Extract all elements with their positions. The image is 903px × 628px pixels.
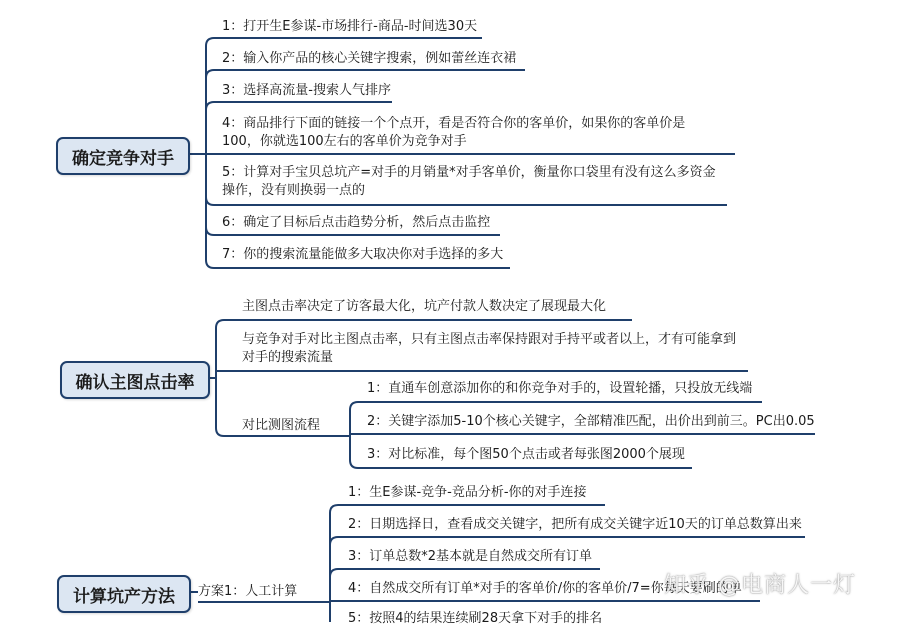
- sec2-connector-2: [206, 371, 748, 378]
- leaf-2-s1: 1：直通车创意添加你的和你竞争对手的，设置轮播，只投放无线端: [367, 381, 753, 396]
- sub-compare-test-flow: 对比测图流程: [242, 418, 321, 433]
- leaf-1-5: 5：计算对手宝贝总坑产=对手的月销量*对手客单价，衡量你口袋里有没有这么多资金操作，没有则换弱一点的: [222, 165, 716, 198]
- leaf-2-2: 与竞争对手对比主图点击率，只有主图点击率保持跟对手持平或者以上，才有可能拿到对手的搜索流量: [242, 332, 737, 365]
- leaf-1-7: 7：你的搜索流量能做多大取决你对手选择的多大: [222, 247, 504, 262]
- leaf-3-3: 3：订单总数*2基本就是自然成交所有订单: [348, 549, 593, 564]
- leaf-2-s2: 2：关键字添加5-10个核心关键字，全部精准匹配，出价出到前三。PC出0.05: [367, 414, 815, 429]
- sec2-sub-connector-2: [332, 434, 815, 436]
- leaf-1-2: 2：输入你产品的核心关键字搜索，例如蕾丝连衣裙: [222, 51, 517, 66]
- sec3-sub-connector-4: [312, 601, 760, 602]
- node-main-image-ctr: 确认主图点击率: [60, 361, 210, 399]
- node-identify-competitor: 确定竞争对手: [56, 137, 190, 175]
- leaf-3-1: 1：生E参谋-竞争-竞品分析-你的对手连接: [348, 485, 587, 500]
- leaf-1-1: 1：打开生E参谋-市场排行-商品-时间选30天: [222, 19, 478, 34]
- leaf-1-3: 3：选择高流量-搜索人气排序: [222, 83, 391, 98]
- leaf-2-s3: 3：对比标准，每个图50个点击或者每张图2000个展现: [367, 447, 685, 462]
- leaf-3-2: 2：日期选择日，查看成交关键字，把所有成交关键字近10天的订单总数算出来: [348, 517, 802, 532]
- watermark-text: 知乎 @电商人一灯: [664, 573, 856, 598]
- leaf-1-4: 4：商品排行下面的链接一个个点开，看是否符合你的客单价，如果你的客单价是100，你就选100左右的客单价为竞争对手: [222, 116, 686, 149]
- node-calc-output: 计算坑产方法: [57, 575, 191, 613]
- leaf-1-6: 6：确定了目标后点击趋势分析，然后点击监控: [222, 215, 491, 230]
- sub-plan-manual: 方案1：人工计算: [198, 584, 298, 599]
- leaf-3-4: 4：自然成交所有订单*对手的客单价/你的客单价/7=你每天要刷的单: [348, 581, 742, 596]
- leaf-3-5: 5：按照4的结果连续刷28天拿下对手的排名: [348, 611, 603, 626]
- leaf-2-1: 主图点击率决定了访客最大化，坑产付款人数决定了展现最大化: [242, 299, 607, 314]
